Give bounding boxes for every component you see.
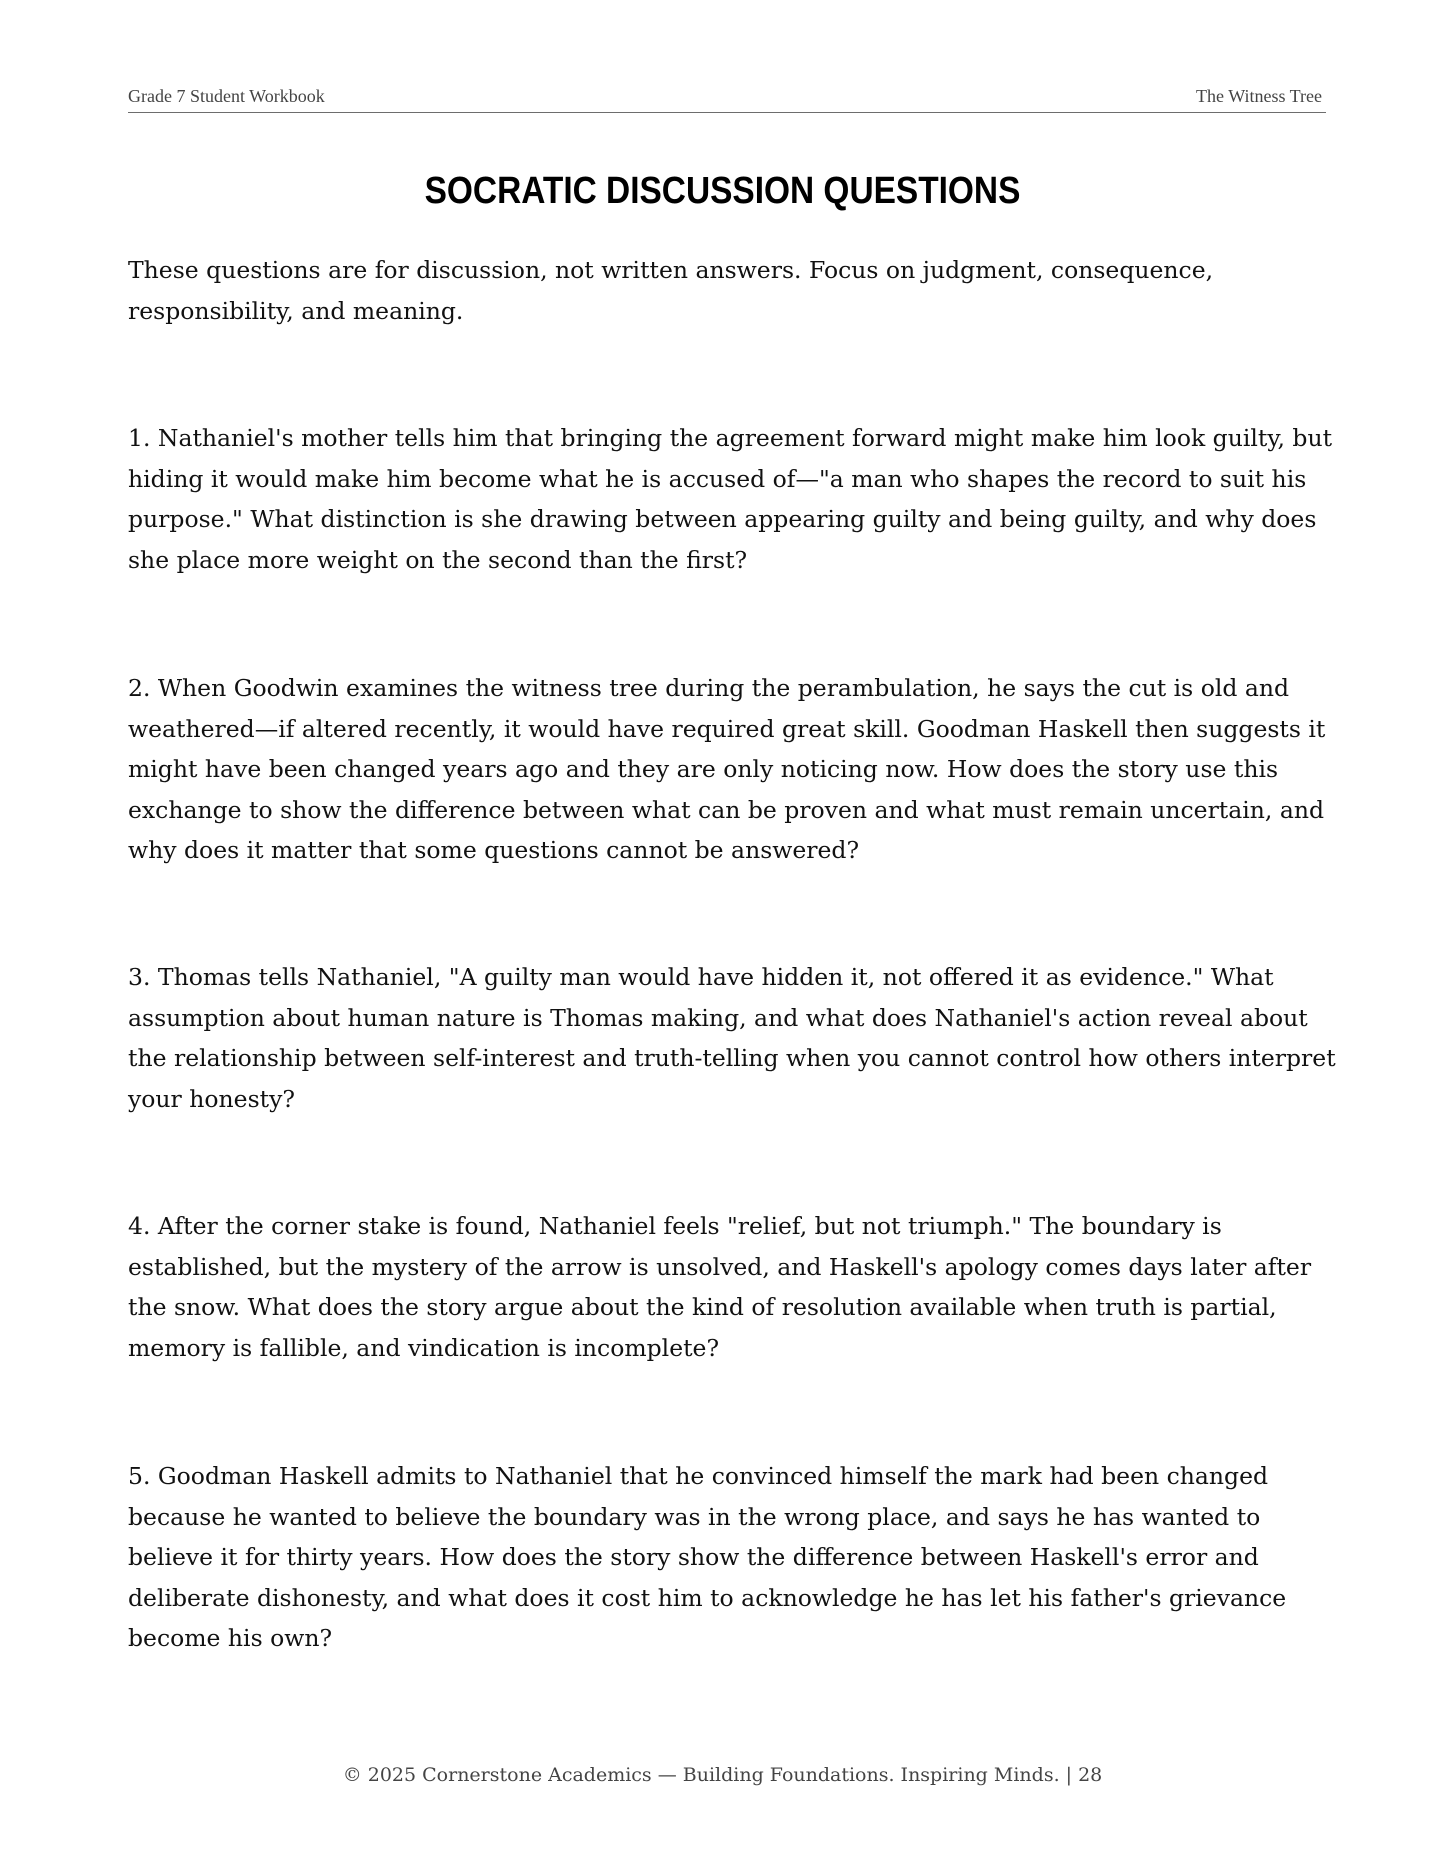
intro-paragraph: These questions are for discussion, not written answers. Focus on judgment, consequence, responsibility, and meaning. [128,256,1214,325]
question-2: 2. When Goodwin examines the witness tree during the perambulation, he says the cut is old and weathered—if altered recently, it would have required great skill. Goodman Haskell then suggests it might have been changed years ago and they are only noticing now. How does the story use this exchange to show the difference between what can be proven and what must remain uncertain, and why does it matter that some questions cannot be answered? [128,674,1326,864]
question-5: 5. Goodman Haskell admits to Nathaniel that he convinced himself the mark had been changed because he wanted to believe the boundary was in the wrong place, and says he has wanted to believe it for thirty years. How does the story show the difference between Haskell's error and deliberate dishonesty, and what does it cost him to acknowledge he has let his father's grievance become his own? [128,1462,1287,1652]
page-footer: © 2025 Cornerstone Academics — Building Foundations. Inspiring Minds. | 28 [342,1764,1103,1786]
workbook-label: Grade 7 Student Workbook [128,86,325,106]
question-4: 4. After the corner stake is found, Nathaniel feels "relief, but not triumph." The boundary is established, but the mystery of the arrow is unsolved, and Haskell's apology comes days later after the snow. What does the story argue about the kind of resolution available when truth is partial, memory is fallible, and vindication is incomplete? [128,1212,1312,1362]
question-3: 3. Thomas tells Nathaniel, "A guilty man would have hidden it, not offered it as evidence." What assumption about human nature is Thomas making, and what does Nathaniel's action reveal about the relationship between self-interest and truth-telling when you cannot control how others interpret your honesty? [128,963,1336,1113]
story-title-label: The Witness Tree [1196,86,1322,106]
page-header [128,86,1326,113]
question-1: 1. Nathaniel's mother tells him that bringing the agreement forward might make him look guilty, but hiding it would make him become what he is accused of—"a man who shapes the record to suit his purpose." What distinction is she drawing between appearing guilty and being guilty, and why does she place more weight on the second than the first? [128,424,1333,574]
page-title: SOCRATIC DISCUSSION QUESTIONS [424,170,1021,212]
